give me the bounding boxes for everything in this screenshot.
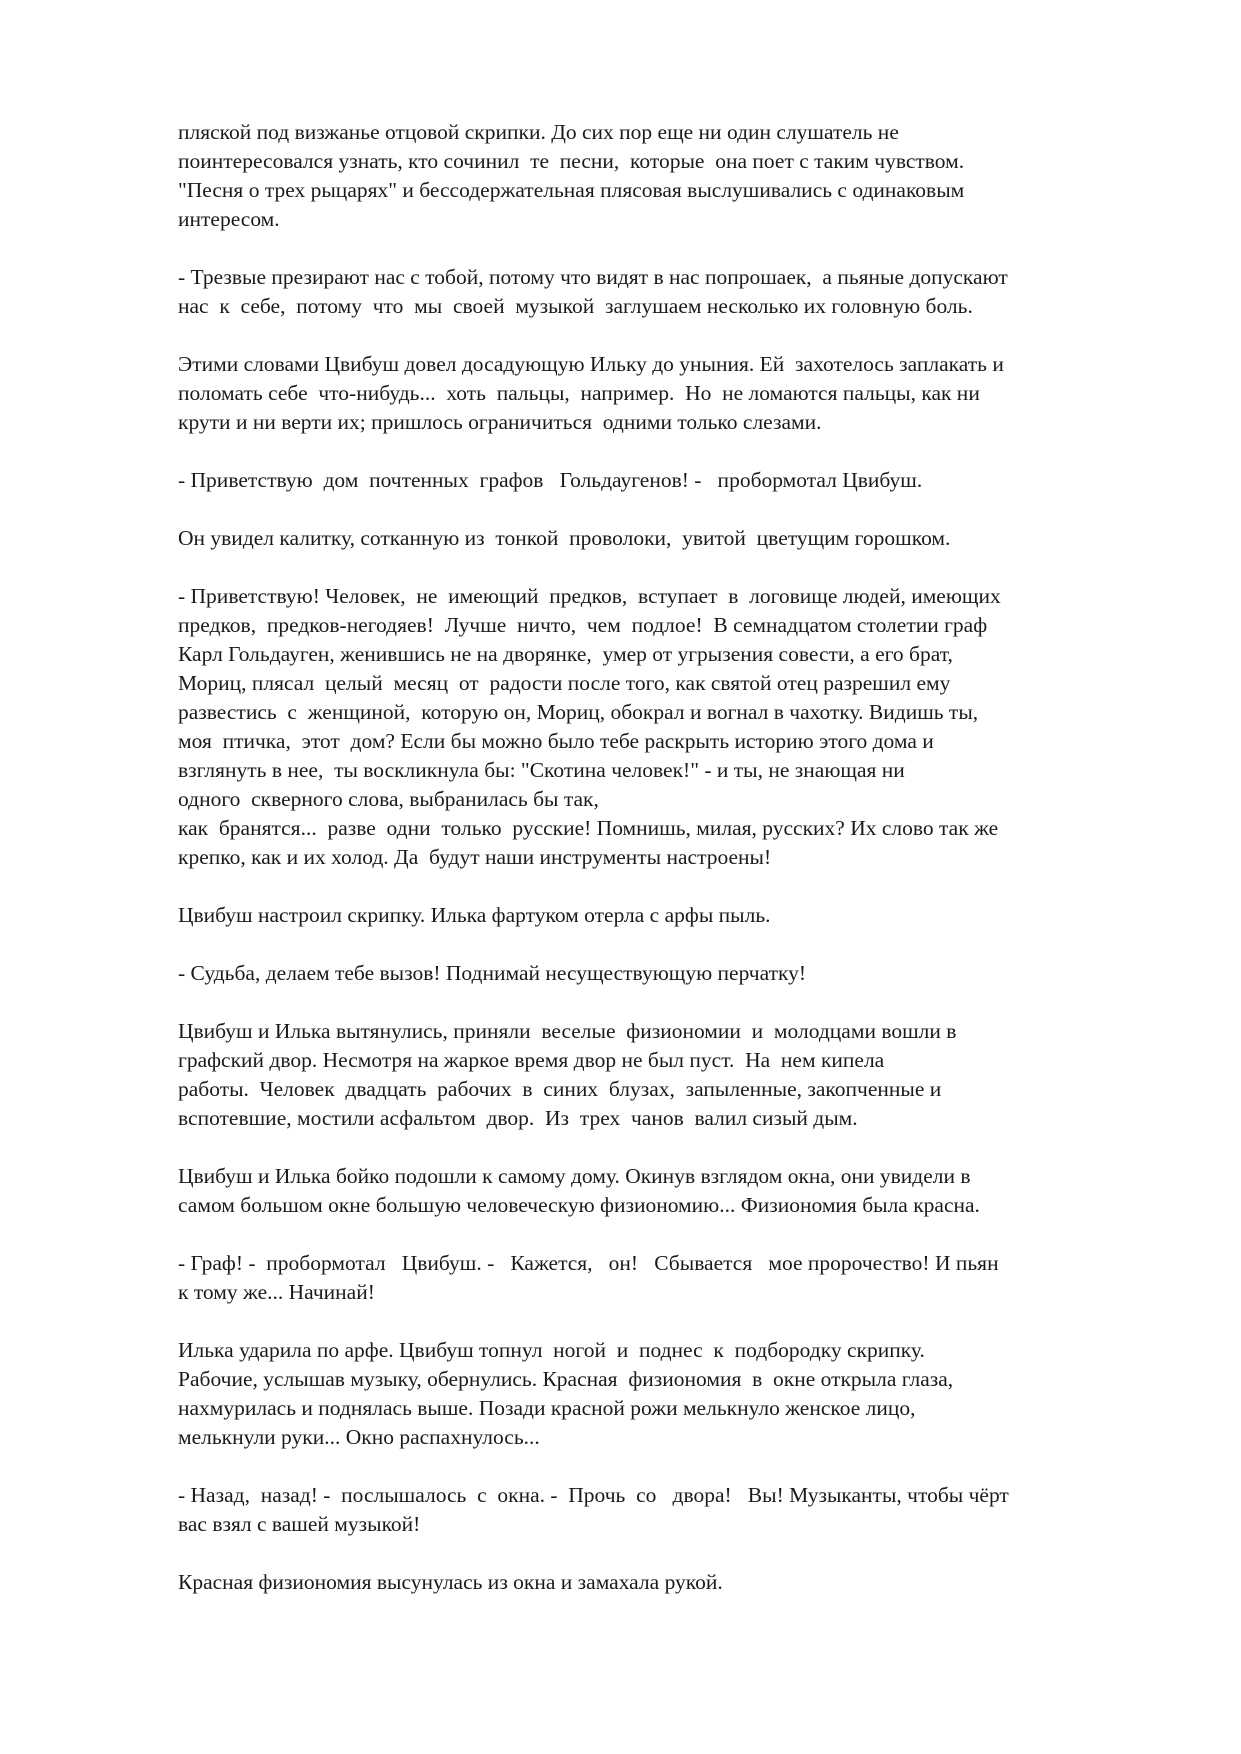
text-line: Он увидел калитку, сотканную из тонкой проволоки, увитой цветущим горошком. [178,526,951,550]
paragraph-7 [178,901,1168,930]
paragraph-4 [178,466,1168,495]
text-line: Красная физиономия высунулась из окна и замахала рукой. [178,1570,723,1594]
text-line: работы. Человек двадцать рабочих в синих блузах, запыленные, закопченные и [178,1077,942,1101]
text-line: - Назад, назад! - послышалось с окна. - Прочь со двора! Вы! Музыканты, чтобы чёрт [178,1483,1009,1507]
text-line: поинтересовался узнать, кто сочинил те песни, которые она поет с таким чувством. [178,149,965,173]
text-line: к тому же... Начинай! [178,1280,375,1304]
text-line: развестись с женщиной, которую он, Мориц, обокрал и вогнал в чахотку. Видишь ты, [178,700,979,724]
text-line: одного скверного слова, выбранилась бы так, [178,787,599,811]
text-line: взглянуть в нее, ты воскликнула бы: "Скотина человек!" - и ты, не знающая ни [178,758,905,782]
text-line: - Граф! - пробормотал Цвибуш. - Кажется, он! Сбывается мое пророчество! И пьян [178,1251,999,1275]
text-line: Этими словами Цвибуш довел досадующую Ильку до уныния. Ей захотелось заплакать и [178,352,1004,376]
text-line: крепко, как и их холод. Да будут наши инструменты настроены! [178,845,772,869]
text-line: - Трезвые презирают нас с тобой, потому что видят в нас попрошаек, а пьяные допускают [178,265,1008,289]
paragraph-9 [178,1017,1168,1133]
text-line: графский двор. Несмотря на жаркое время двор не был пуст. На нем кипела [178,1048,885,1072]
paragraph-11 [178,1249,1168,1307]
text-line: Мориц, плясал целый месяц от радости после того, как святой отец разрешил ему [178,671,951,695]
text-line: - Приветствую! Человек, не имеющий предков, вступает в логовище людей, имеющих [178,584,1001,608]
text-line: - Приветствую дом почтенных графов Гольдаугенов! - пробормотал Цвибуш. [178,468,923,492]
document-body [178,118,1168,1626]
text-line: Цвибуш и Илька вытянулись, приняли веселые физиономии и молодцами вошли в [178,1019,957,1043]
text-line: Цвибуш настроил скрипку. Илька фартуком отерла с арфы пыль. [178,903,771,927]
text-line: Илька ударила по арфе. Цвибуш топнул ногой и поднес к подбородку скрипку. [178,1338,925,1362]
text-line: интересом. [178,207,280,231]
text-line: "Песня о трех рыцарях" и бессодержательная плясовая выслушивались с одинаковым [178,178,965,202]
text-line: моя птичка, этот дом? Если бы можно было тебе раскрыть историю этого дома и [178,729,934,753]
text-line: Цвибуш и Илька бойко подошли к самому дому. Окинув взглядом окна, они увидели в [178,1164,971,1188]
paragraph-2 [178,263,1168,321]
text-line: вспотевшие, мостили асфальтом двор. Из трех чанов валил сизый дым. [178,1106,858,1130]
text-line: - Судьба, делаем тебе вызов! Поднимай несуществующую перчатку! [178,961,807,985]
paragraph-14 [178,1568,1168,1597]
paragraph-5 [178,524,1168,553]
text-line: как бранятся... разве одни только русские! Помнишь, милая, русских? Их слово так же [178,816,999,840]
text-line: Карл Гольдауген, женившись не на дворянке, умер от угрызения совести, а его брат, [178,642,953,666]
text-line: вас взял с вашей музыкой! [178,1512,421,1536]
text-line: мелькнули руки... Окно распахнулось... [178,1425,540,1449]
paragraph-8 [178,959,1168,988]
text-line: самом большом окне большую человеческую физиономию... Физиономия была красна. [178,1193,980,1217]
paragraph-12 [178,1336,1168,1452]
text-line: нас к себе, потому что мы своей музыкой заглушаем несколько их головную боль. [178,294,973,318]
paragraph-3 [178,350,1168,437]
text-line: поломать себе что-нибудь... хоть пальцы, например. Но не ломаются пальцы, как ни [178,381,980,405]
paragraph-1 [178,118,1168,234]
text-line: пляской под визжанье отцовой скрипки. До сих пор еще ни один слушатель не [178,120,899,144]
text-line: крути и ни верти их; пришлось ограничиться одними только слезами. [178,410,822,434]
paragraph-6 [178,582,1168,872]
text-line: предков, предков-негодяев! Лучше ничто, чем подлое! В семнадцатом столетии граф [178,613,988,637]
text-line: Рабочие, услышав музыку, обернулись. Красная физиономия в окне открыла глаза, [178,1367,954,1391]
paragraph-13 [178,1481,1168,1539]
paragraph-10 [178,1162,1168,1220]
text-line: нахмурилась и поднялась выше. Позади красной рожи мелькнуло женское лицо, [178,1396,916,1420]
